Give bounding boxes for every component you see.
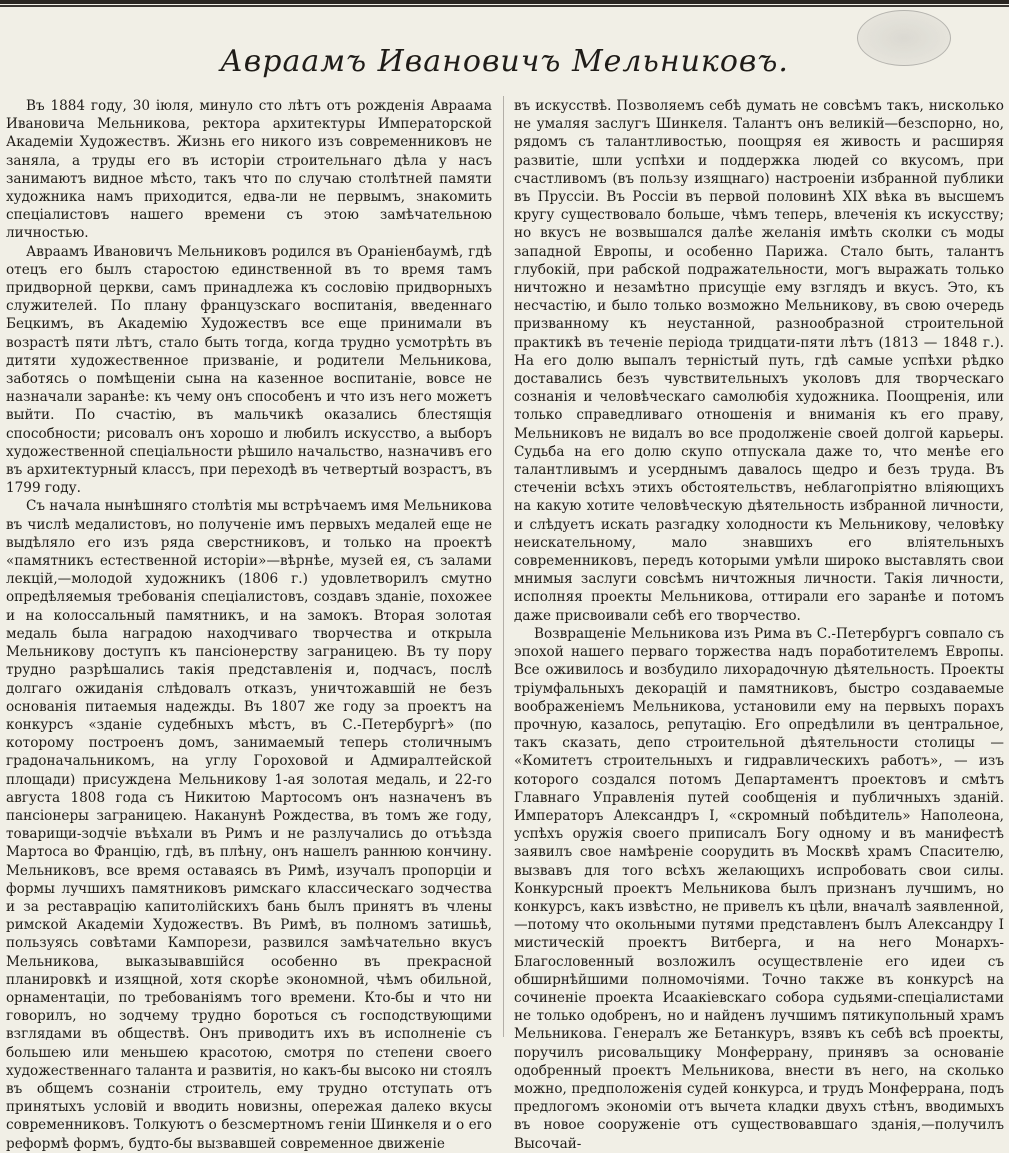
paragraph: Возвращеніе Мельникова изъ Рима въ С.-Петербургъ совпало съ эпохой нашего перваго торжества надъ поработителемъ Европы. Все оживилось и возбудило лихорадочную дѣятельность. Проекты тріумфальныхъ декорацій и памятниковъ, быстро создаваемые воображеніемъ Мельникова, установили ему на первыхъ порахъ прочную, казалось, репутацію. Его опредѣлили въ центральное, такъ сказать, депо строительной дѣятельности столицы — «Комитетъ строительныхъ и гидравлическихъ работъ», — изъ которого создался потомъ Департаментъ проектовъ и смѣтъ Главнаго Управленія путей сообщенія и публичныхъ зданій. Императоръ Александръ I, «скромный побѣдитель» Наполеона, успѣхъ оружія своего приписалъ Богу одному и въ манифестѣ заявилъ свое намѣреніе соорудить въ Москвѣ храмъ Спасителю, вызвавъ для того всѣхъ желающихъ испробовать свои силы. Конкурсный проектъ Мельникова былъ признанъ лучшимъ, но конкурсъ, какъ извѣстно, не привелъ къ цѣли, вначалѣ заявленной,—потому что окольными путями представленъ былъ Александру I мистическій проектъ Витберга, и на него Монархъ-Благословенный возложилъ осуществленіе его идеи съ обширнѣйшими полномочіями. Точно также въ конкурсѣ на сочиненіе проекта Исаакіевскаго собора судьями-спеціалистами не только одобренъ, но и найденъ лучшимъ пятикупольный храмъ Мельникова. Генералъ же Бетанкуръ, взявъ къ себѣ всѣ проекты, поручилъ рисовальщику Монферрану, принявъ за основаніе одобренный проектъ Мельникова, внести въ него, на сколько можно, предположенія судей конкурса, и трудъ Монферрана, подъ предлогомъ экономіи отъ вычета кладки двухъ стѣнъ, вводимыхъ въ новое сооруженіе отъ существовавшаго зданія,—получилъ Высочай- <box>514 625 1004 1152</box>
column-divider <box>503 96 504 1037</box>
paragraph: Съ начала нынѣшняго столѣтія мы встрѣчаемъ имя Мельникова въ числѣ медалистовъ, но полученіе имъ первыхъ медалей еще не выдѣляло его изъ ряда сверстниковъ, и только на проектѣ «памятникъ естественной исторіи»—вѣрнѣе, музей ея, съ залами лекцій,—молодой художникъ (1806 г.) удовлетворилъ смутно опредѣляемыя требованія спеціалистовъ, создавъ зданіе, похожее и на колоссальный памятникъ, и на замокъ. Вторая золотая медаль была наградою находчиваго творчества и открыла Мельникову доступъ къ пансіонерству заграницею. Въ ту пору трудно разрѣшались такія представленія и, подчасъ, послѣ долгаго ожиданія слѣдовалъ отказъ, уничтожавшій не безъ основанія питаемыя надежды. Въ 1807 же году за проектъ на конкурсъ «зданіе судебныхъ мѣстъ, въ С.-Петербургѣ» (по которому построенъ домъ, занимаемый теперь столичнымъ градоначальникомъ, на углу Гороховой и Адмиралтейской площади) присужденa Мельникову 1-ая золотая медаль, и 22-го августа 1808 года съ Никитою Мартосомъ онъ назначенъ въ пансіонеры заграницею. Наканунѣ Рождества, въ томъ же году, товарищи-зодчіе въѣхали въ Римъ и не разлучались до отъѣзда Мартоса во Францію, гдѣ, въ плѣну, онъ нашелъ раннюю кончину. Мельниковъ, все время оставаясь въ Римѣ, изучалъ пропорціи и формы лучшихъ памятниковъ римскаго классическаго зодчества и за реставрацію капитолійскихъ бань былъ принятъ въ члены римской Академіи Художествъ. Въ Римѣ, въ полномъ затишьѣ, пользуясь совѣтами Кампорези, развился замѣчательно вкусъ Мельникова, выказывавшійся особенно въ прекрасной планировкѣ и изящной, хотя скорѣе экономной, чѣмъ обильной, орнаментаціи, по требованіямъ того времени. Кто-бы и что ни говорилъ, но зодчему трудно бороться съ господствующими взглядами въ обществѣ. Онъ приводитъ ихъ въ исполненіе съ большею или меньшею красотою, смотря по степени своего художественнаго таланта и развитія, но какъ-бы высоко ни стоялъ въ общемъ сознаніи строитель, ему трудно отступать отъ принятыхъ условій и вводить новизны, опережая далеко вкусы современниковъ. Толкуютъ о безсмертномъ геніи Шинкеля и о его реформѣ формъ, будто-бы вызвавшей современное движеніе <box>6 498 492 1152</box>
paragraph: Въ 1884 году, 30 іюля, минуло сто лѣтъ отъ рожденія Авраама Ивановича Мельникова, ректора архитектуры Императорской Академіи Художествъ. Жизнь его никого изъ современниковъ не заняла, а труды его въ исторіи строительнаго дѣла у насъ занимаютъ видное мѣсто, такъ что по случаю столѣтней памяти художника намъ приходится, едва-ли не первымъ, знакомить спеціалистовъ нашего времени съ этою замѣчательною личностью. <box>6 98 492 242</box>
left-column <box>6 97 492 1152</box>
paragraph: Авраамъ Ивановичъ Мельниковъ родился въ Ораніенбаумѣ, гдѣ отецъ его былъ старостою единственной въ то время тамъ придворной церкви, самъ принадлежа къ сословію придворныхъ служителей. По плану французскаго воспитанія, введеннаго Бецкимъ, въ Академію Художествъ все еще принимали въ возрастѣ пяти лѣтъ, стало быть тогда, когда трудно усмотрѣть въ дитяти художественное призваніе, и родители Мельникова, заботясь о помѣщеніи сына на казенное воспитаніе, вовсе не назначали заранѣе: къ чему онъ способенъ и что изъ него можетъ выйти. По счастію, въ мальчикѣ оказались блестящія способности; рисовалъ онъ хорошо и любилъ искусство, а выборъ художественной спеціальности рѣшило начальство, назначивъ его въ архитектурный классъ, при переходѣ въ четвертый возрастъ, въ 1799 году. <box>6 243 492 497</box>
right-column <box>514 97 1004 1152</box>
top-border-rule-thin <box>0 5 1009 7</box>
top-border-rule <box>0 0 1009 4</box>
article-title: Авраамъ Ивановичъ Мельниковъ. <box>220 44 789 79</box>
paragraph: въ искусствѣ. Позволяемъ себѣ думать не совсѣмъ такъ, нисколько не умаляя заслугъ Шинкеля. Талантъ онъ великій—безспорно, но, рядомъ съ талантливостью, поощряя ея живость и расширяя развитіе, шли успѣхи и поддержка людей со вкусомъ, при счастливомъ (въ пользу изящнаго) настроеніи избранной публики въ Пруссіи. Въ Россіи въ первой половинѣ XIX вѣка въ высшемъ кругу существовало больше, чѣмъ теперь, влеченія къ искусству; но вкусъ не возвышался далѣе желанія имѣть сколки съ моды западной Европы, и особенно Парижа. Стало быть, талантъ глубокій, при рабской подражательности, могъ выражать только ничтожно и незамѣтно присущіе ему взглядъ и вкусъ. Это, къ несчастію, и было только возможно Мельникову, въ свою очередь призванному къ неустанной, разнообразной строительной практикѣ въ теченіе періода тридцати-пяти лѣтъ (1813 — 1848 г.). На его долю выпалъ терністый путь, гдѣ самые успѣхи рѣдко доставались безъ чувствительныхъ уколовъ для творческаго сознанія и человѣческаго самолюбія художника. Поощренія, или только справедливаго отношенія и вниманія къ его праву, Мельниковъ не видалъ во все продолженіе своей долгой карьеры. Судьба на его долю скупо отпускала даже то, что менѣе его талантливымъ и усерднымъ давалось щедро и безъ труда. Въ стеченіи всѣхъ этихъ обстоятельствъ, неблагопріятно вліяющихъ на какую хотите человѣческую дѣятельность избранной личности, и слѣдуетъ искать разгадку холодности къ Мельникову, человѣку неискательному, мало знавшихъ его вліятельныхъ современниковъ, передъ которыми умѣли широко выставлять свои мнимыя заслуги совсѣмъ ничтожныя личности. Такія личности, исполняя проекты Мельникова, оттирали его заранѣе и потомъ даже присвоивали себѣ его творчество. <box>514 98 1004 624</box>
